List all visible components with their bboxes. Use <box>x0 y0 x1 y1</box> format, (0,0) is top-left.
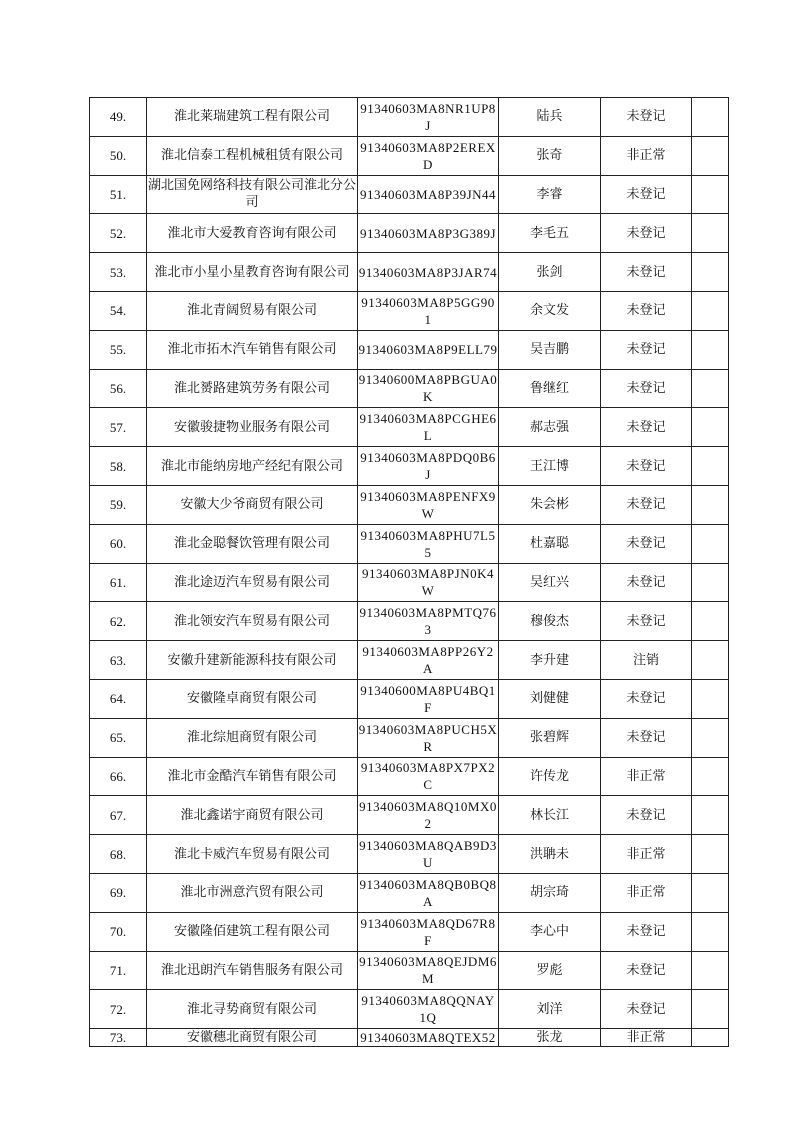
note-cell <box>692 214 729 253</box>
status-cell: 未登记 <box>601 369 692 408</box>
status-cell: 未登记 <box>601 718 692 757</box>
row-number-cell: 53. <box>90 253 147 292</box>
note-cell <box>692 563 729 602</box>
company-name-cell: 淮北青阔贸易有限公司 <box>147 291 358 330</box>
status-cell: 未登记 <box>601 291 692 330</box>
credit-code-cell: 91340603MA8Q10MX02 <box>358 796 499 835</box>
table-row <box>90 718 729 757</box>
status-cell: 未登记 <box>601 214 692 253</box>
note-cell <box>692 524 729 563</box>
status-cell: 未登记 <box>601 563 692 602</box>
company-name-cell: 淮北寻势商贸有限公司 <box>147 990 358 1029</box>
row-number-cell: 64. <box>90 679 147 718</box>
company-name-cell: 淮北途迈汽车贸易有限公司 <box>147 563 358 602</box>
legal-person-cell: 张奇 <box>499 136 601 175</box>
status-cell: 未登记 <box>601 253 692 292</box>
row-number-cell: 57. <box>90 408 147 447</box>
legal-person-cell: 杜嘉聪 <box>499 524 601 563</box>
note-cell <box>692 835 729 874</box>
company-name-cell: 淮北综旭商贸有限公司 <box>147 718 358 757</box>
company-name-cell: 安徽骏捷物业服务有限公司 <box>147 408 358 447</box>
company-name-cell: 淮北市能纳房地产经纪有限公司 <box>147 447 358 486</box>
status-cell: 非正常 <box>601 873 692 912</box>
row-number-cell: 65. <box>90 718 147 757</box>
note-cell <box>692 796 729 835</box>
status-cell: 未登记 <box>601 408 692 447</box>
note-cell <box>692 718 729 757</box>
company-name-cell: 淮北市小星小星教育咨询有限公司 <box>147 253 358 292</box>
credit-code-cell: 91340600MA8PBGUA0K <box>358 369 499 408</box>
table-row <box>90 175 729 214</box>
table-row <box>90 408 729 447</box>
credit-code-cell: 91340603MA8PJN0K4W <box>358 563 499 602</box>
note-cell <box>692 1029 729 1047</box>
note-cell <box>692 136 729 175</box>
company-name-cell: 安徽升建新能源科技有限公司 <box>147 641 358 680</box>
credit-code-cell: 91340603MA8QB0BQ8A <box>358 873 499 912</box>
legal-person-cell: 李睿 <box>499 175 601 214</box>
row-number-cell: 61. <box>90 563 147 602</box>
row-number-cell: 70. <box>90 912 147 951</box>
legal-person-cell: 穆俊杰 <box>499 602 601 641</box>
row-number-cell: 66. <box>90 757 147 796</box>
legal-person-cell: 林长江 <box>499 796 601 835</box>
status-cell: 未登记 <box>601 485 692 524</box>
credit-code-cell: 91340603MA8P3G389J <box>358 214 499 253</box>
table-row <box>90 291 729 330</box>
table-row <box>90 136 729 175</box>
table-row <box>90 873 729 912</box>
legal-person-cell: 李心中 <box>499 912 601 951</box>
legal-person-cell: 张碧辉 <box>499 718 601 757</box>
company-name-cell: 淮北市拓木汽车销售有限公司 <box>147 330 358 369</box>
row-number-cell: 60. <box>90 524 147 563</box>
legal-person-cell: 郝志强 <box>499 408 601 447</box>
table-row <box>90 330 729 369</box>
row-number-cell: 68. <box>90 835 147 874</box>
status-cell: 未登记 <box>601 912 692 951</box>
row-number-cell: 71. <box>90 951 147 990</box>
credit-code-cell: 91340603MA8PX7PX2C <box>358 757 499 796</box>
legal-person-cell: 许传龙 <box>499 757 601 796</box>
table-row <box>90 524 729 563</box>
note-cell <box>692 291 729 330</box>
note-cell <box>692 253 729 292</box>
company-name-cell: 安徽大少爷商贸有限公司 <box>147 485 358 524</box>
credit-code-cell: 91340603MA8QTEX52 <box>358 1029 499 1047</box>
table-row <box>90 485 729 524</box>
credit-code-cell: 91340600MA8PU4BQ1F <box>358 679 499 718</box>
table-row <box>90 990 729 1029</box>
note-cell <box>692 175 729 214</box>
table-row <box>90 641 729 680</box>
table-row <box>90 679 729 718</box>
row-number-cell: 72. <box>90 990 147 1029</box>
company-name-cell: 淮北市洲意汽贸有限公司 <box>147 873 358 912</box>
status-cell: 未登记 <box>601 679 692 718</box>
table-row <box>90 912 729 951</box>
company-name-cell: 淮北卡威汽车贸易有限公司 <box>147 835 358 874</box>
legal-person-cell: 王江博 <box>499 447 601 486</box>
row-number-cell: 69. <box>90 873 147 912</box>
table-row <box>90 214 729 253</box>
credit-code-cell: 91340603MA8PENFX9W <box>358 485 499 524</box>
note-cell <box>692 679 729 718</box>
row-number-cell: 63. <box>90 641 147 680</box>
status-cell: 非正常 <box>601 835 692 874</box>
credit-code-cell: 91340603MA8PDQ0B6J <box>358 447 499 486</box>
legal-person-cell: 陆兵 <box>499 98 601 137</box>
credit-code-cell: 91340603MA8P5GG901 <box>358 291 499 330</box>
table-row <box>90 602 729 641</box>
legal-person-cell: 洪聃未 <box>499 835 601 874</box>
table-row <box>90 563 729 602</box>
credit-code-cell: 91340603MA8P9ELL79 <box>358 330 499 369</box>
legal-person-cell: 刘洋 <box>499 990 601 1029</box>
note-cell <box>692 912 729 951</box>
row-number-cell: 52. <box>90 214 147 253</box>
row-number-cell: 58. <box>90 447 147 486</box>
table-row <box>90 757 729 796</box>
company-name-cell: 安徽隆卓商贸有限公司 <box>147 679 358 718</box>
legal-person-cell: 罗彪 <box>499 951 601 990</box>
company-name-cell: 安徽穗北商贸有限公司 <box>147 1029 358 1047</box>
row-number-cell: 62. <box>90 602 147 641</box>
row-number-cell: 51. <box>90 175 147 214</box>
row-number-cell: 73. <box>90 1029 147 1047</box>
legal-person-cell: 胡宗琦 <box>499 873 601 912</box>
table-row <box>90 253 729 292</box>
company-name-cell: 安徽隆佰建筑工程有限公司 <box>147 912 358 951</box>
status-cell: 未登记 <box>601 951 692 990</box>
company-name-cell: 淮北领安汽车贸易有限公司 <box>147 602 358 641</box>
credit-code-cell: 91340603MA8QQNAY1Q <box>358 990 499 1029</box>
credit-code-cell: 91340603MA8PUCH5XR <box>358 718 499 757</box>
company-name-cell: 淮北赟路建筑劳务有限公司 <box>147 369 358 408</box>
credit-code-cell: 91340603MA8PMTQ763 <box>358 602 499 641</box>
credit-code-cell: 91340603MA8PCGHE6L <box>358 408 499 447</box>
note-cell <box>692 408 729 447</box>
credit-code-cell: 91340603MA8P39JN44 <box>358 175 499 214</box>
company-name-cell: 淮北迅朗汽车销售服务有限公司 <box>147 951 358 990</box>
legal-person-cell: 李升建 <box>499 641 601 680</box>
credit-code-cell: 91340603MA8P2EREXD <box>358 136 499 175</box>
credit-code-cell: 91340603MA8P3JAR74 <box>358 253 499 292</box>
credit-code-cell: 91340603MA8QEJDM6M <box>358 951 499 990</box>
table-row <box>90 98 729 137</box>
legal-person-cell: 余文发 <box>499 291 601 330</box>
row-number-cell: 56. <box>90 369 147 408</box>
table-row <box>90 796 729 835</box>
row-number-cell: 49. <box>90 98 147 137</box>
status-cell: 未登记 <box>601 98 692 137</box>
note-cell <box>692 990 729 1029</box>
table-row <box>90 369 729 408</box>
row-number-cell: 55. <box>90 330 147 369</box>
credit-code-cell: 91340603MA8QAB9D3U <box>358 835 499 874</box>
status-cell: 非正常 <box>601 1029 692 1047</box>
credit-code-cell: 91340603MA8QD67R8F <box>358 912 499 951</box>
legal-person-cell: 鲁继红 <box>499 369 601 408</box>
status-cell: 未登记 <box>601 602 692 641</box>
status-cell: 未登记 <box>601 524 692 563</box>
company-table <box>89 97 729 1047</box>
row-number-cell: 59. <box>90 485 147 524</box>
legal-person-cell: 刘健健 <box>499 679 601 718</box>
legal-person-cell: 朱会彬 <box>499 485 601 524</box>
company-name-cell: 淮北信泰工程机械租赁有限公司 <box>147 136 358 175</box>
status-cell: 未登记 <box>601 330 692 369</box>
company-name-cell: 淮北市金酷汽车销售有限公司 <box>147 757 358 796</box>
status-cell: 非正常 <box>601 136 692 175</box>
note-cell <box>692 641 729 680</box>
row-number-cell: 67. <box>90 796 147 835</box>
company-name-cell: 淮北金聪餐饮管理有限公司 <box>147 524 358 563</box>
note-cell <box>692 330 729 369</box>
legal-person-cell: 吴红兴 <box>499 563 601 602</box>
legal-person-cell: 张剑 <box>499 253 601 292</box>
legal-person-cell: 张龙 <box>499 1029 601 1047</box>
credit-code-cell: 91340603MA8NR1UP8J <box>358 98 499 137</box>
status-cell: 未登记 <box>601 796 692 835</box>
status-cell: 未登记 <box>601 990 692 1029</box>
note-cell <box>692 873 729 912</box>
note-cell <box>692 369 729 408</box>
table-body <box>90 98 729 1047</box>
table-row <box>90 951 729 990</box>
note-cell <box>692 951 729 990</box>
credit-code-cell: 91340603MA8PHU7L55 <box>358 524 499 563</box>
status-cell: 非正常 <box>601 757 692 796</box>
table-row <box>90 447 729 486</box>
note-cell <box>692 602 729 641</box>
note-cell <box>692 447 729 486</box>
row-number-cell: 50. <box>90 136 147 175</box>
credit-code-cell: 91340603MA8PP26Y2A <box>358 641 499 680</box>
company-name-cell: 淮北莱瑞建筑工程有限公司 <box>147 98 358 137</box>
row-number-cell: 54. <box>90 291 147 330</box>
company-name-cell: 淮北市大爱教育咨询有限公司 <box>147 214 358 253</box>
note-cell <box>692 98 729 137</box>
legal-person-cell: 李毛五 <box>499 214 601 253</box>
status-cell: 未登记 <box>601 447 692 486</box>
company-name-cell: 湖北国免网络科技有限公司淮北分公司 <box>147 175 358 214</box>
note-cell <box>692 485 729 524</box>
status-cell: 未登记 <box>601 175 692 214</box>
company-name-cell: 淮北鑫诺宇商贸有限公司 <box>147 796 358 835</box>
status-cell: 注销 <box>601 641 692 680</box>
note-cell <box>692 757 729 796</box>
table-row <box>90 835 729 874</box>
table-row <box>90 1029 729 1047</box>
legal-person-cell: 吴吉鹏 <box>499 330 601 369</box>
